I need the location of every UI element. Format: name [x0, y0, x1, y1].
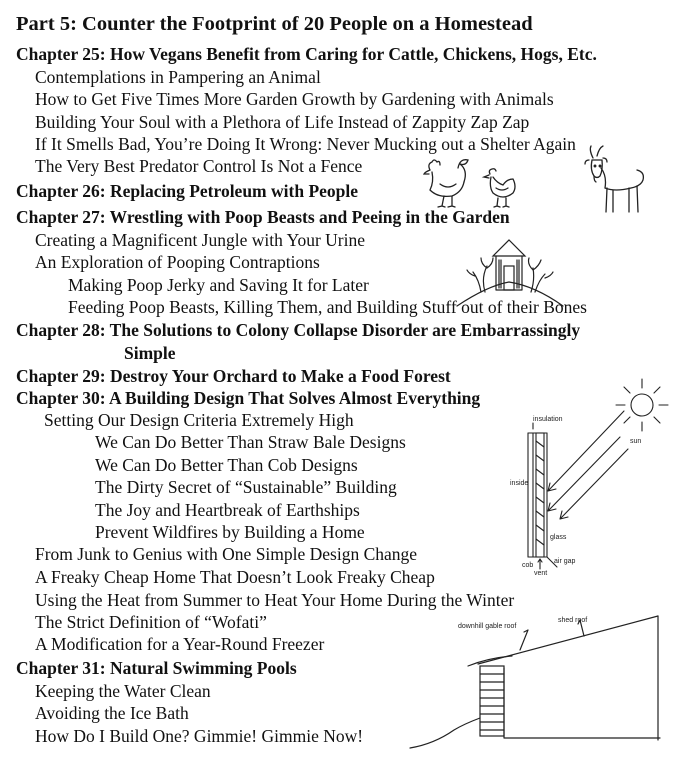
downhill-gable-roof-label: downhill gable roof — [458, 623, 517, 630]
roof-profile-diagram — [408, 612, 670, 754]
subsection-title: We Can Do Better Than Cob Designs — [95, 455, 358, 475]
shed-roof-label: shed roof — [558, 617, 588, 624]
section-title: Building Your Soul with a Plethora of Life Instead of Zappity Zap Zap — [35, 112, 530, 132]
rooster-icon — [418, 158, 476, 208]
section-title: Keeping the Water Clean — [35, 681, 211, 701]
subsection-title: Prevent Wildfires by Building a Home — [95, 522, 365, 542]
hen-icon — [478, 166, 520, 208]
outhouse-icon — [455, 222, 565, 314]
chapter-31-title: Chapter 31: Natural Swimming Pools — [16, 658, 297, 678]
section-title: A Modification for a Year-Round Freezer — [35, 634, 325, 654]
section-title: Avoiding the Ice Bath — [35, 703, 189, 723]
part-title: Part 5: Counter the Footprint of 20 People on a Homestead — [16, 13, 533, 35]
chapter-26-title: Chapter 26: Replacing Petroleum with People — [16, 181, 359, 201]
glass-label: glass — [550, 534, 567, 541]
subsection-title: We Can Do Better Than Straw Bale Designs — [95, 432, 406, 452]
section-title: How Do I Build One? Gimmie! Gimmie Now! — [35, 726, 364, 746]
air-gap-label: air gap — [554, 558, 576, 565]
section-title: An Exploration of Pooping Contraptions — [35, 252, 320, 272]
subsection-title: Making Poop Jerky and Saving It for Later — [68, 275, 369, 295]
section-title: How to Get Five Times More Garden Growth by Gardening with Animals — [35, 89, 554, 109]
section-title: Using the Heat from Summer to Heat Your Home During the Winter — [35, 590, 515, 610]
vent-label: vent — [534, 570, 548, 577]
insulation-label: insulation — [533, 416, 563, 423]
chapter-27-title: Chapter 27: Wrestling with Poop Beasts and Peeing in the Garden — [16, 207, 510, 227]
section-title: The Strict Definition of “Wofati” — [35, 612, 267, 632]
chapter-29-title: Chapter 29: Destroy Your Orchard to Make a Food Forest — [16, 366, 451, 386]
section-title: Setting Our Design Criteria Extremely High — [44, 410, 354, 430]
subsection-title: The Dirty Secret of “Sustainable” Building — [95, 477, 397, 497]
chapter-28-title: Chapter 28: The Solutions to Colony Collapse Disorder are Embarrassingly — [16, 320, 581, 340]
section-title: Creating a Magnificent Jungle with Your Urine — [35, 230, 366, 250]
chapter-25-title: Chapter 25: How Vegans Benefit from Caring for Cattle, Chickens, Hogs, Etc. — [16, 44, 597, 64]
subsection-title: Feeding Poop Beasts, Killing Them, and Building Stuff out of their Bones — [68, 297, 587, 317]
section-title: Contemplations in Pampering an Animal — [35, 67, 321, 87]
subsection-title: The Joy and Heartbreak of Earthships — [95, 500, 360, 520]
chapter-28-title-continued: Simple — [124, 343, 176, 363]
section-title: A Freaky Cheap Home That Doesn’t Look Freaky Cheap — [35, 567, 435, 587]
wall-section-diagram — [500, 375, 672, 577]
cob-label: cob — [522, 562, 534, 569]
goat-icon — [583, 144, 653, 216]
section-title: From Junk to Genius with One Simple Design Change — [35, 544, 418, 564]
section-title: The Very Best Predator Control Is Not a Fence — [35, 156, 363, 176]
sun-label: sun — [630, 438, 642, 445]
chapter-30-title: Chapter 30: A Building Design That Solves Almost Everything — [16, 388, 481, 408]
inside-label: inside — [510, 480, 529, 487]
section-title: If It Smells Bad, You’re Doing It Wrong: Never Mucking out a Shelter Again — [35, 134, 576, 154]
